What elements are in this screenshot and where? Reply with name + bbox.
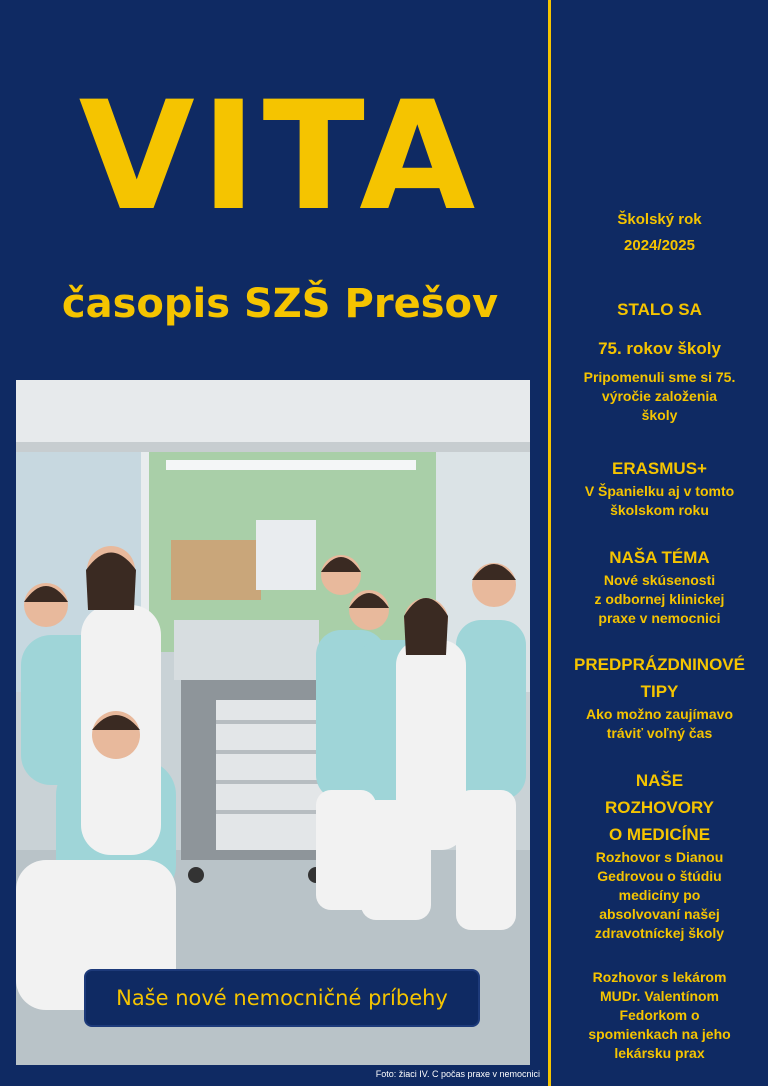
section-text-line: Pripomenuli sme si 75. [583,369,736,385]
school-year-block [551,207,768,259]
section-text-line: Rozhovor s lekárom [592,969,727,985]
school-year-value: 2024/2025 [624,237,695,254]
sidebar-contents [551,0,768,1086]
section-text-line: tráviť voľný čas [606,725,713,741]
section-rozhovory [551,767,768,943]
hospital-photo-illustration [16,380,530,1065]
magazine-subtitle: časopis SZŠ Prešov [61,281,499,327]
section-erasmus [551,455,768,520]
section-text-line: V Španielku aj v tomto [584,483,735,499]
section-text-line: výročie založenia [601,388,718,404]
school-year-label: Školský rok [617,211,702,228]
section-text-line: Fedorkom o [619,1007,700,1023]
magazine-title: VITA [78,70,482,244]
section-text-line: Nové skúsenosti [603,572,716,588]
section-stalo-sa [551,296,768,323]
section-text-line: absolvovaní našej [599,906,720,922]
section-text-line: Gedrovou o štúdiu [597,868,722,884]
section-heading-line: O MEDICÍNE [608,825,711,844]
section-text-line: školskom roku [610,502,709,518]
section-text-line: medicíny po [618,887,701,903]
section-heading-line: PREDPRÁZDNINOVÉ [574,655,745,674]
section-text-line: lekársku prax [614,1045,705,1061]
section-text-line: školy [641,407,678,423]
section-text-line: Ako možno zaujímavo [585,706,734,722]
section-text-line: MUDr. Valentínom [599,988,720,1004]
section-text-line: Rozhovor s Dianou [595,849,724,865]
section-nasa-tema [551,544,768,628]
section-rozhovor-lekar [551,968,768,1063]
section-predprazdninove-tipy [551,651,768,743]
photo-credit: Foto: žiaci IV. C počas praxe v nemocnici [375,1069,540,1079]
section-text-line: spomienkach na jeho [588,1026,731,1042]
cover-photo [16,380,530,1065]
section-text-line: z odbornej klinickej [594,591,725,607]
section-heading: STALO SA [617,300,702,319]
photo-caption-banner: Naše nové nemocničné príbehy [84,969,480,1027]
section-heading: NAŠA TÉMA [609,548,710,567]
section-75-rokov [551,335,768,425]
section-heading-line: TIPY [640,682,679,701]
section-text-line: zdravotníckej školy [594,925,725,941]
section-subheading: 75. rokov školy [598,339,721,358]
section-heading: ERASMUS+ [612,459,707,478]
section-heading-line: NAŠE [635,771,684,790]
section-heading-line: ROZHOVORY [605,798,714,817]
section-text-line: praxe v nemocnici [598,610,721,626]
